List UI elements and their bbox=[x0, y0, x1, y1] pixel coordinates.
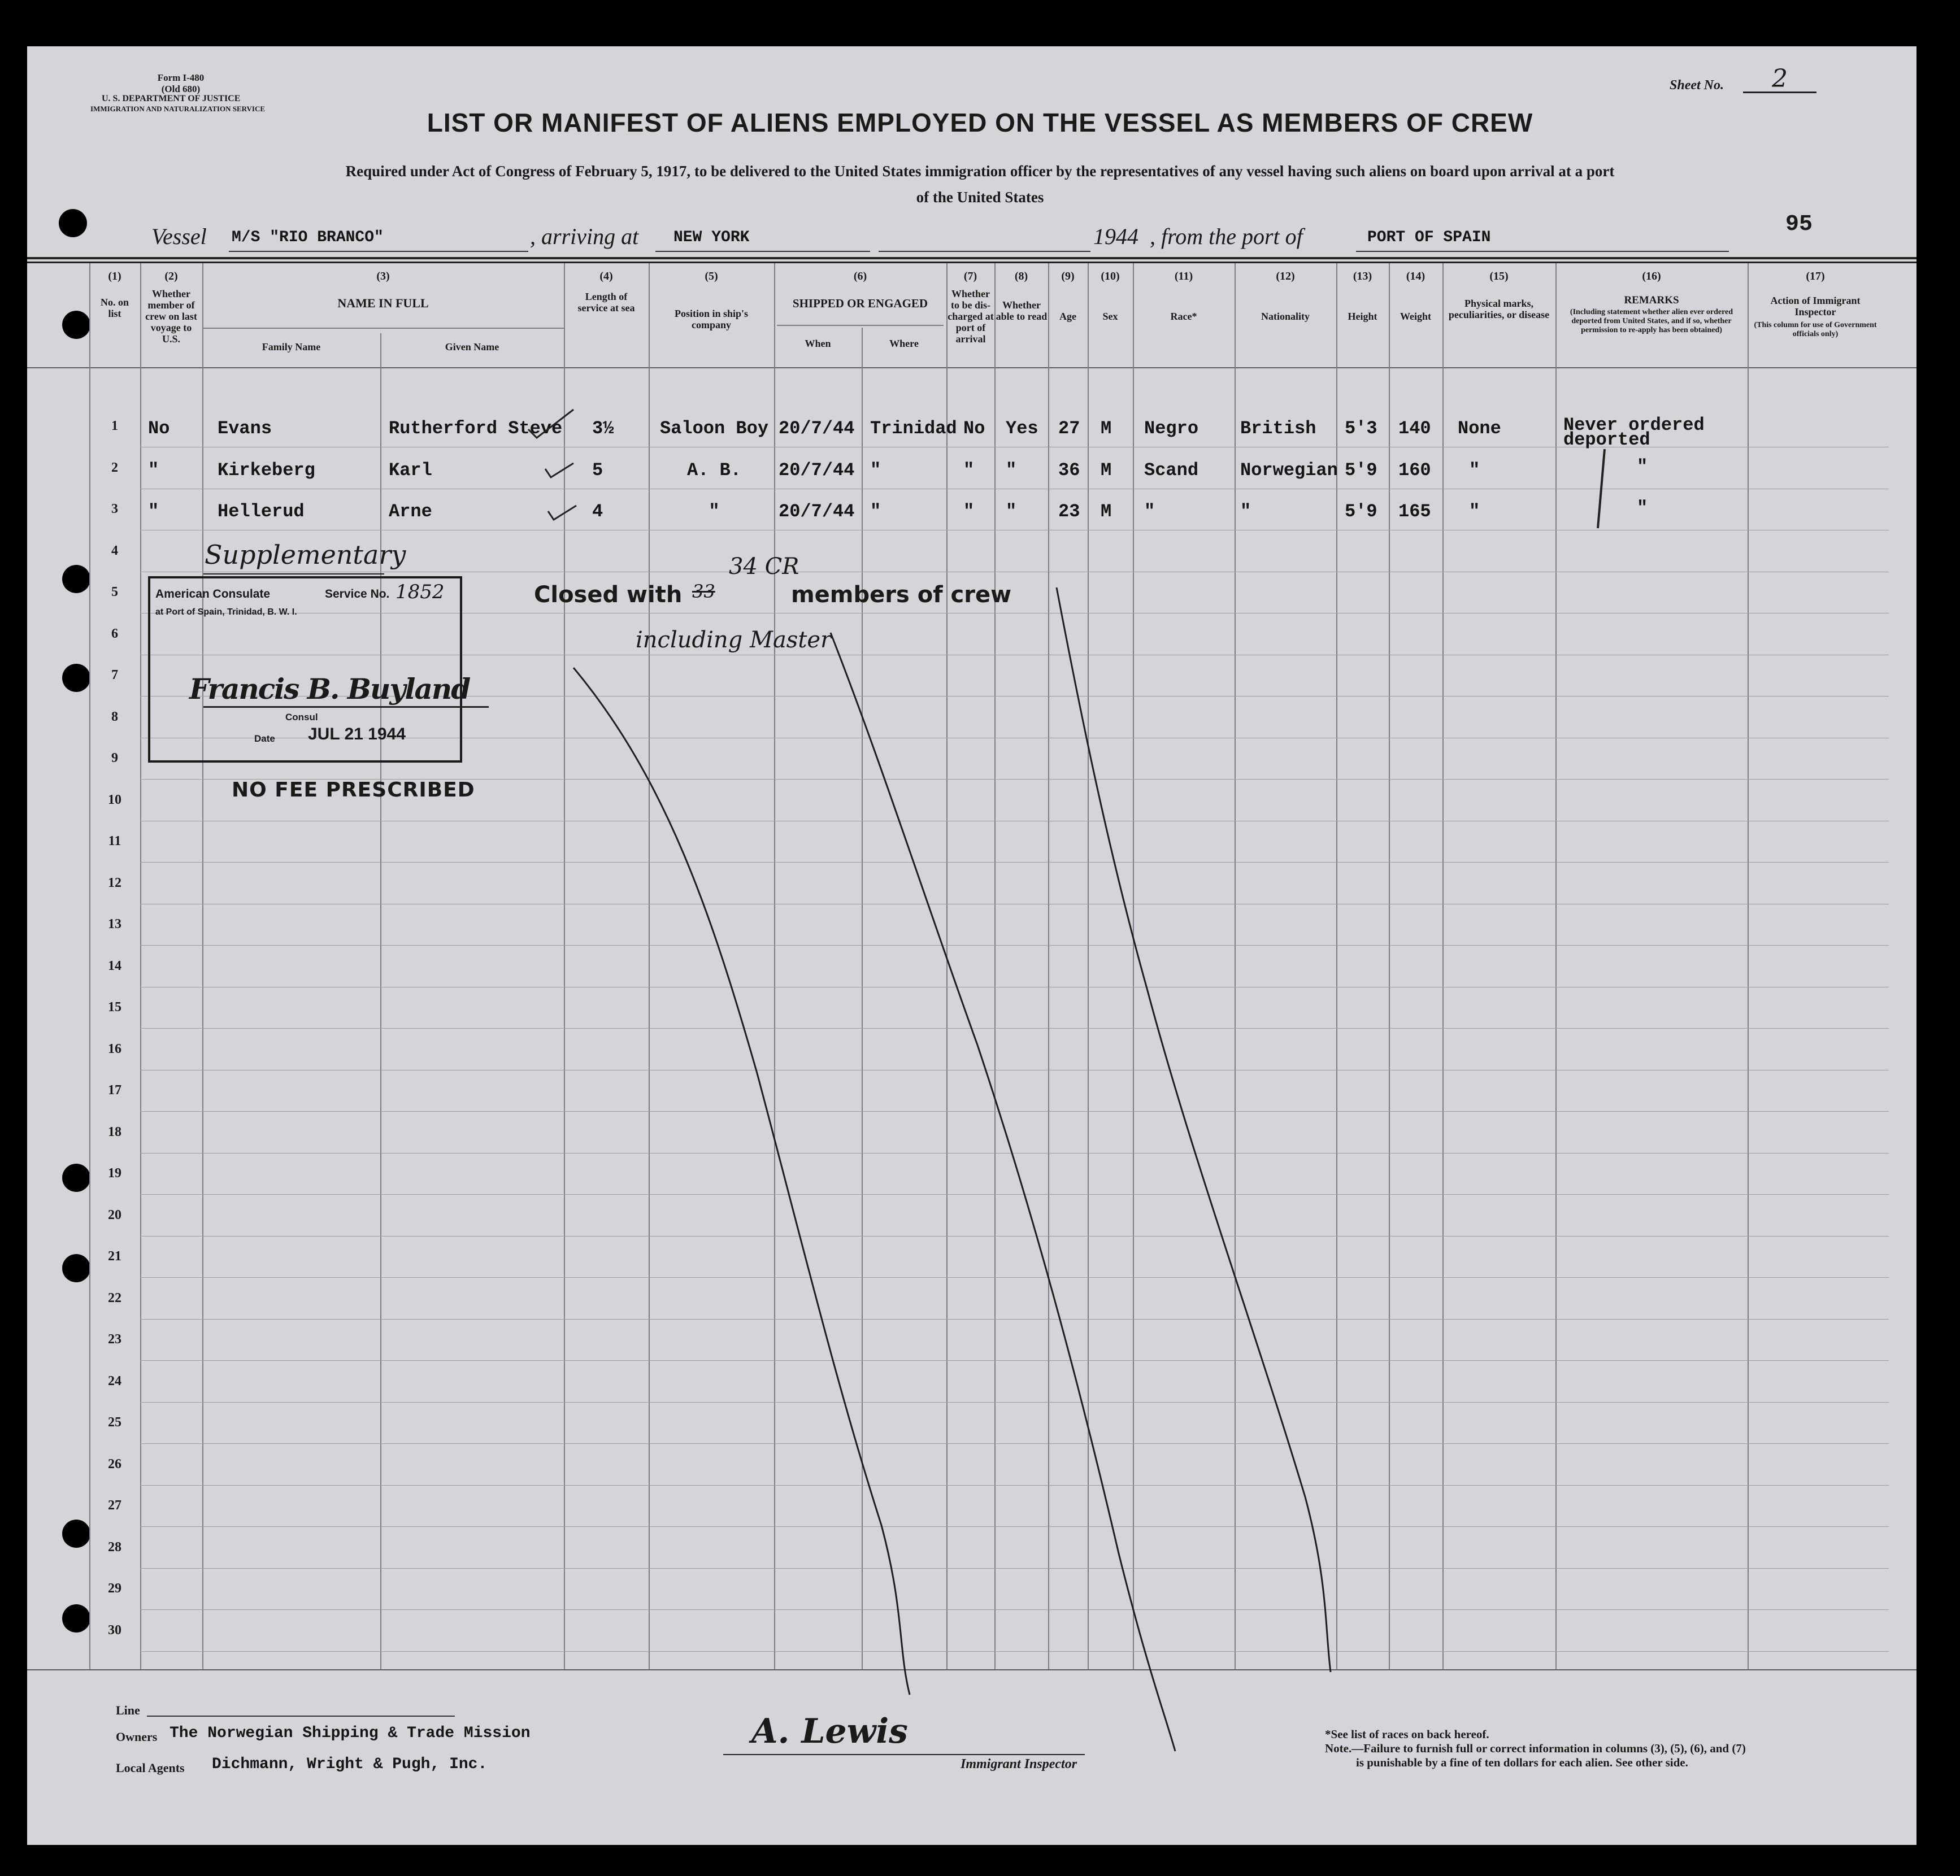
cell-remarks: Never ordered deported bbox=[1563, 415, 1705, 450]
from-port: PORT OF SPAIN bbox=[1367, 229, 1491, 246]
col-header-height: Height bbox=[1348, 311, 1377, 322]
row-number: 5 bbox=[111, 585, 118, 599]
col-header-length-service: Length of service at sea bbox=[577, 291, 635, 314]
col-header-race: Race* bbox=[1170, 311, 1197, 322]
cell-height: 5'9 bbox=[1345, 459, 1377, 481]
footnote-warning-1: Note.—Failure to furnish full or correct information in columns (3), (5), (6), and (7) bbox=[1325, 1742, 1746, 1755]
page-subtitle-line1: Required under Act of Congress of February 5, 1917, to be delivered to the United States immigration officer by the representatives of any vessel having such aliens on board upon arrival at a port bbox=[345, 163, 1615, 180]
col-header-remarks-note: (Including statement whether alien ever ordered deported from United States, and if so, whether permission to re-apply has been obtained) bbox=[1570, 308, 1733, 334]
row-number: 12 bbox=[108, 875, 121, 890]
stamp-consul-label: Consul bbox=[285, 712, 318, 722]
cell-given: Arne bbox=[389, 501, 432, 522]
cell-race: " bbox=[1144, 501, 1155, 522]
col-header-last-voyage: Whether member of crew on last voyage to U.S. bbox=[145, 288, 197, 345]
closed-count: 34 CR bbox=[729, 554, 799, 580]
row-number: 29 bbox=[108, 1581, 121, 1596]
stamp-consulate: American Consulate bbox=[155, 587, 271, 600]
row-number: 10 bbox=[108, 792, 121, 807]
closed-with-suffix: members of crew bbox=[791, 582, 1012, 608]
cell-discharged: " bbox=[963, 501, 975, 522]
footnote-warning-2: is punishable by a fine of ten dollars for each alien. See other side. bbox=[1356, 1756, 1688, 1769]
form-old-number: (Old 680) bbox=[161, 84, 201, 94]
cell-sex: M bbox=[1101, 459, 1112, 481]
cell-remarks: " bbox=[1637, 498, 1648, 519]
vessel-name: M/S "RIO BRANCO" bbox=[232, 229, 384, 246]
row-number: 26 bbox=[108, 1456, 121, 1472]
cell-last-voyage: No bbox=[148, 418, 170, 439]
col-num: (3) bbox=[376, 270, 390, 282]
col-num: (15) bbox=[1489, 270, 1509, 282]
col-header-nationality: Nationality bbox=[1261, 311, 1310, 322]
row-number: 9 bbox=[111, 751, 118, 765]
cell-sex: M bbox=[1101, 418, 1112, 439]
stamp-service-number: 1852 bbox=[396, 581, 445, 603]
stamp-service-label: Service No. bbox=[325, 587, 390, 600]
row-number: 8 bbox=[111, 709, 118, 724]
cell-remarks: " bbox=[1637, 456, 1648, 477]
cell-discharged: " bbox=[963, 459, 975, 481]
cell-service: 3½ bbox=[592, 418, 614, 439]
local-agents-label: Local Agents bbox=[116, 1761, 185, 1775]
col-num: (14) bbox=[1406, 270, 1426, 282]
col-num: (6) bbox=[853, 270, 867, 282]
cell-last-voyage: " bbox=[148, 459, 159, 481]
col-num: (7) bbox=[963, 270, 977, 282]
local-agents-value: Dichmann, Wright & Pugh, Inc. bbox=[212, 1756, 488, 1773]
cell-weight: 160 bbox=[1398, 459, 1431, 481]
row-number: 1 bbox=[111, 419, 118, 433]
inspector-signature: A. Lewis bbox=[751, 1712, 908, 1751]
row-number: 21 bbox=[108, 1249, 121, 1264]
arriving-label: , arriving at bbox=[530, 224, 639, 249]
cell-position: Saloon Boy bbox=[659, 418, 769, 439]
col-header-family-name: Family Name bbox=[262, 341, 321, 352]
col-num: (12) bbox=[1276, 270, 1295, 282]
col-num: (2) bbox=[164, 270, 178, 282]
col-header-discharged: Whether to be dis-charged at port of arrival bbox=[948, 288, 994, 345]
cell-discharged: No bbox=[963, 418, 985, 439]
col-num: (4) bbox=[599, 270, 613, 282]
col-header-when: When bbox=[805, 338, 831, 349]
from-port-label: , from the port of bbox=[1150, 224, 1303, 249]
cell-height: 5'3 bbox=[1345, 418, 1377, 439]
cell-weight: 140 bbox=[1398, 418, 1431, 439]
row-number: 11 bbox=[108, 834, 121, 848]
col-num: (1) bbox=[108, 270, 121, 282]
owners-label: Owners bbox=[116, 1730, 158, 1744]
no-fee-stamp: NO FEE PRESCRIBED bbox=[232, 778, 475, 802]
cell-family: Hellerud bbox=[218, 501, 305, 522]
row-number: 3 bbox=[111, 502, 118, 516]
row-number: 23 bbox=[108, 1332, 121, 1347]
cell-age: 27 bbox=[1058, 418, 1080, 439]
cell-when: 20/7/44 bbox=[779, 501, 855, 522]
stamp-location: at Port of Spain, Trinidad, B. W. I. bbox=[155, 607, 297, 617]
supplementary-note: Supplementary bbox=[205, 539, 406, 570]
row-number: 7 bbox=[111, 668, 118, 682]
row-number: 14 bbox=[108, 958, 121, 973]
closed-struck-count: 33 bbox=[692, 581, 715, 602]
cell-race: Scand bbox=[1144, 459, 1199, 481]
including-master-note: including Master bbox=[636, 627, 832, 653]
col-header-physical-marks: Physical marks, peculiarities, or disease bbox=[1448, 298, 1550, 320]
col-num: (8) bbox=[1014, 270, 1028, 282]
row-number: 28 bbox=[108, 1539, 121, 1555]
cell-nationality: " bbox=[1240, 501, 1251, 522]
inspector-label: Immigrant Inspector bbox=[961, 1757, 1077, 1771]
form-number: Form I-480 bbox=[157, 72, 205, 83]
row-number: 18 bbox=[108, 1124, 121, 1139]
cell-height: 5'9 bbox=[1345, 501, 1377, 522]
col-header-no: No. on list bbox=[100, 297, 129, 319]
col-num: (11) bbox=[1174, 270, 1193, 282]
cell-service: 5 bbox=[592, 459, 603, 481]
col-header-sex: Sex bbox=[1102, 311, 1118, 322]
row-number: 22 bbox=[108, 1290, 121, 1305]
cell-nationality: Norwegian bbox=[1240, 459, 1338, 481]
col-header-remarks: REMARKS bbox=[1624, 294, 1679, 306]
col-header-shipped: SHIPPED OR ENGAGED bbox=[792, 297, 928, 310]
row-number: 25 bbox=[108, 1415, 121, 1430]
vessel-label: Vessel bbox=[151, 224, 207, 249]
row-number: 27 bbox=[108, 1498, 121, 1513]
col-header-action: Action of Immigrant Inspector bbox=[1770, 295, 1861, 317]
cell-age: 36 bbox=[1058, 459, 1080, 481]
owners-value: The Norwegian Shipping & Trade Mission bbox=[170, 1725, 531, 1742]
cell-read: " bbox=[1006, 501, 1017, 522]
cell-last-voyage: " bbox=[148, 501, 159, 522]
page-number: 95 bbox=[1785, 212, 1813, 237]
row-number: 24 bbox=[108, 1373, 121, 1388]
col-num: (17) bbox=[1806, 270, 1825, 282]
page-title: LIST OR MANIFEST OF ALIENS EMPLOYED ON THE VESSEL AS MEMBERS OF CREW bbox=[427, 108, 1533, 137]
footnote-races: *See list of races on back hereof. bbox=[1325, 1727, 1489, 1741]
cell-service: 4 bbox=[592, 501, 603, 522]
col-num: (16) bbox=[1642, 270, 1661, 282]
arriving-port: NEW YORK bbox=[673, 229, 750, 246]
cell-weight: 165 bbox=[1398, 501, 1431, 522]
col-header-name: NAME IN FULL bbox=[337, 296, 429, 310]
stamp-date: JUL 21 1944 bbox=[308, 725, 406, 743]
col-header-action-note: (This column for use of Government officials only) bbox=[1754, 321, 1877, 338]
page-subtitle-line2: of the United States bbox=[916, 189, 1044, 206]
col-header-weight: Weight bbox=[1400, 311, 1431, 322]
cell-sex: M bbox=[1101, 501, 1112, 522]
cell-when: 20/7/44 bbox=[779, 418, 855, 439]
cell-nationality: British bbox=[1240, 418, 1316, 439]
col-num: (9) bbox=[1061, 270, 1075, 282]
cell-when: 20/7/44 bbox=[779, 459, 855, 481]
cell-race: Negro bbox=[1144, 418, 1199, 439]
cell-read: " bbox=[1006, 459, 1017, 481]
row-number: 20 bbox=[108, 1207, 121, 1222]
row-number: 16 bbox=[108, 1041, 121, 1056]
row-number: 30 bbox=[108, 1622, 121, 1638]
cell-read: Yes bbox=[1006, 418, 1038, 439]
row-number: 17 bbox=[108, 1083, 121, 1098]
consul-signature: Francis B. Buyland bbox=[189, 672, 470, 706]
cell-marks: " bbox=[1469, 459, 1480, 481]
col-num: (13) bbox=[1353, 270, 1372, 282]
cell-family: Kirkeberg bbox=[218, 459, 315, 481]
department: U. S. DEPARTMENT OF JUSTICE bbox=[102, 94, 241, 103]
closed-with-label: Closed with bbox=[534, 582, 683, 608]
cell-where: " bbox=[870, 501, 881, 522]
service-name: IMMIGRATION AND NATURALIZATION SERVICE bbox=[90, 105, 266, 113]
row-number: 15 bbox=[108, 1000, 121, 1015]
row-number: 6 bbox=[111, 626, 118, 641]
cell-where: Trinidad bbox=[870, 418, 957, 439]
col-header-given-name: Given Name bbox=[445, 341, 499, 352]
row-number: 19 bbox=[108, 1166, 121, 1181]
cell-given: Karl bbox=[389, 459, 432, 481]
row-number: 4 bbox=[111, 543, 118, 558]
col-header-read: Whether able to read bbox=[996, 299, 1048, 322]
col-header-position: Position in ship's company bbox=[674, 308, 749, 330]
cell-position: A. B. bbox=[686, 459, 741, 481]
cell-given: Rutherford Steve bbox=[389, 418, 563, 439]
cell-marks: " bbox=[1469, 501, 1480, 522]
sheet-label: Sheet No. bbox=[1670, 78, 1724, 93]
cell-position: " bbox=[709, 501, 720, 522]
col-header-where: Where bbox=[889, 338, 919, 349]
cell-where: " bbox=[870, 459, 881, 481]
line-label: Line bbox=[116, 1703, 140, 1717]
row-number: 2 bbox=[111, 460, 118, 475]
stamp-date-label: Date bbox=[254, 733, 275, 744]
row-number: 13 bbox=[108, 917, 121, 932]
col-num: (10) bbox=[1101, 270, 1120, 282]
cell-age: 23 bbox=[1058, 501, 1080, 522]
sheet-number: 2 bbox=[1743, 67, 1816, 93]
col-num: (5) bbox=[705, 270, 718, 282]
year: 1944 bbox=[1093, 224, 1138, 249]
cell-marks: None bbox=[1458, 418, 1501, 439]
col-header-age: Age bbox=[1059, 311, 1076, 322]
cell-family: Evans bbox=[218, 418, 272, 439]
